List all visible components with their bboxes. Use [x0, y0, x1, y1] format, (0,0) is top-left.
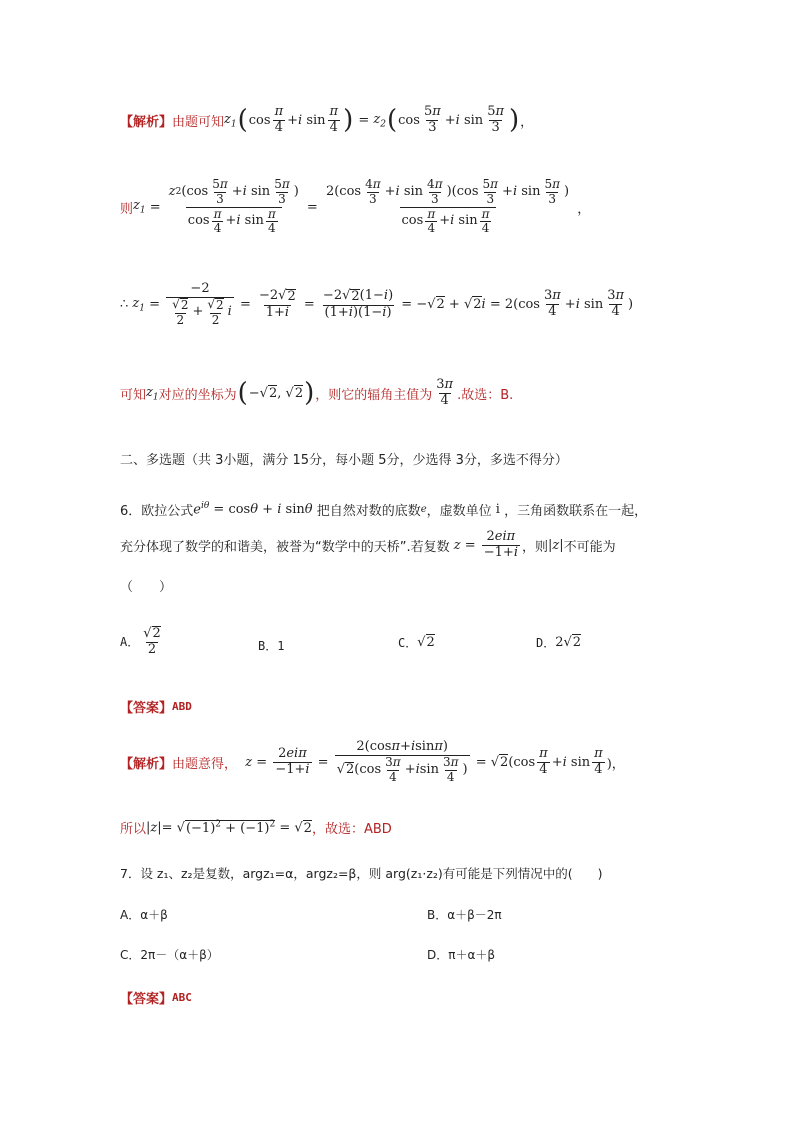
analysis-conclusion: 可知 $z_1$ 对应的坐标为 ( −√2, √2 ) ，则它的辐角主值为 3 π 4 .故选：B. — [120, 377, 514, 409]
section-heading: 二、多选题（共 3小题，满分 15分，每小题 5分，少选得 3分，多选不得分） — [120, 453, 568, 468]
option-c[interactable]: C． √2 — [398, 635, 435, 650]
analysis-label: 【解析】 — [120, 114, 173, 130]
option-d-7[interactable]: D．π＋α＋β — [427, 948, 496, 962]
therefore-symbol: ∴ — [120, 297, 129, 313]
question-6-line-1: 6．欧拉公式 $e^{i\theta}$ = cosθ + i sinθ 把自然对数的底数 e ，虚数单位 i ，三角函数联系在一起， — [120, 501, 648, 519]
question-7: 7．设 z₁、z₂是复数，argz₁=α，argz₂=β，则 arg(z₁·z₂)有可能是下列情况中的( ) — [120, 866, 603, 881]
analysis-line-3: ∴ $z_1$ = −2 √ 2 2 + √ 2 2 i = −2√ 2 1+ i = −2√ 2 (1− i ) (1+ i )(1− i ) = −√2 + √2i = 2(cos 3 π 4 +i sin 3 π 4 ) — [120, 281, 634, 327]
analysis-line-1: 【解析】 由题可知 $z_1$ ( cos $\frac{\pi}{4}$ + i sin $\frac{\pi}{4}$ ) = $z_2$ ( cos 5 π 3 + i sin 5 π 3 ) ， — [120, 104, 534, 136]
abs-value-line: 所以 $|z|= √(-1)^2 + (-1)^2 = √2$ ，故选：ABD — [120, 819, 392, 837]
question-6-line-2: 充分体现了数学的和谐美，被誉为“数学中的天桥”.若复数 z = 2 eiπ −1+ i ，则 |z| 不可能为 — [120, 529, 616, 560]
answer-7: 【答案】 ABC — [120, 991, 192, 1007]
answer-6: 【答案】 ABD — [120, 700, 192, 716]
then-text: 则 — [120, 201, 134, 217]
option-d[interactable]: D． 2√2 — [536, 635, 582, 650]
math-expr: $z_1$ — [224, 111, 237, 130]
fraction-2: 2(cos 4 π 3 + i sin 4 π 3 )(cos 5 π 3 + i sin 5 π 3 ) cos $\frac{\pi}{4}$ + i sin $\frac{\pi}{4}$ — [325, 177, 570, 236]
option-a[interactable]: A． √ 2 2 — [120, 625, 161, 657]
fraction-1: z 2 (cos 5 π 3 + i sin 5 π 3 ) cos $\frac{\pi}{4}$ + i sin $\frac{\pi}{4}$ — [168, 177, 299, 236]
analysis-intro-text: 由题可知 — [172, 114, 225, 130]
option-a-7[interactable]: A．α＋β — [120, 908, 168, 922]
option-b-7[interactable]: B．α＋β－2π — [427, 908, 502, 922]
option-c-7[interactable]: C．2π－（α＋β） — [120, 948, 219, 962]
question-6-paren: （ ） — [120, 580, 173, 595]
option-b[interactable]: B．1 — [258, 639, 285, 653]
analysis-6: 【解析】 由题意得， z = 2 eiπ −1+ i = 2(cos π + i sin π ) √ 2 (cos 3 π 4 + i sin 3 π 4 ) = √2(cos $\frac{\pi}{4}$ +i sin $\frac{\pi}{4}$ )， — [120, 739, 625, 784]
analysis-line-2: 则 $z_1$ = z 2 (cos 5 π 3 + i sin 5 π 3 ) cos $\frac{\pi}{4}$ + i sin $\frac{\pi}{4}$ = 2(cos 4 π 3 + i sin 4 π 3 )(cos 5 π 3 + i sin 5 π 3 ) cos $\frac{\pi}{4}$ + i sin $\frac{\pi}{4}$ ， — [120, 177, 591, 236]
